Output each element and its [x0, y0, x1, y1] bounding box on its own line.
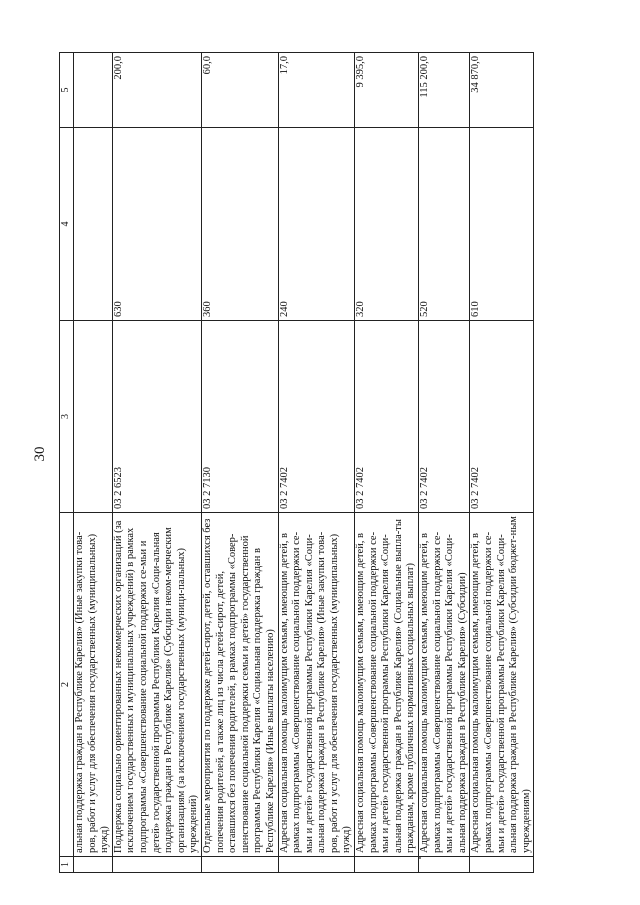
table-row [74, 53, 113, 873]
row-sum [74, 53, 113, 128]
row-number-cell [112, 857, 201, 873]
row-expense-type: 320 [355, 128, 419, 321]
row-name: Поддержка социально ориентированных некоммерческих организаций (за исключением государственных и муниципальных учреждений) в рамках подпрограммы «Совершенствование социальной поддержки се-мьи и детей» государственной программы Республики Карелия «Соци-альная поддержка граждан в Республике Карелия» (Субсидии неком-мерческим организациям (за исключением государственных (муници-пальных) учреждений) [112, 513, 201, 857]
row-expense-type: 630 [112, 128, 201, 321]
row-number-cell [278, 857, 355, 873]
row-expense-type [74, 128, 113, 321]
row-code: 03 2 7130 [201, 321, 278, 513]
row-name: Адресная социальная помощь малоимущим семьям, имеющим детей, в рамках подпрограммы «Совершенствование социальной поддержки се-мьи и детей» государственной программы Республики Карелия «Соци-альная поддержка граждан в Республике Карелия» (Социальные выпла-ты гражданам, кроме публичных нормативных социальных выплат) [355, 513, 419, 857]
column-header: 4 [60, 128, 74, 321]
row-number-cell [201, 857, 278, 873]
table-row [419, 53, 470, 873]
table-row [355, 53, 419, 873]
row-sum: 17,0 [278, 53, 355, 128]
column-header: 3 [60, 321, 74, 513]
row-sum: 200,0 [112, 53, 201, 128]
row-code: 03 2 7402 [278, 321, 355, 513]
row-name: Адресная социальная помощь малоимущим семьям, имеющим детей, в рамках подпрограммы «Совершенствование социальной поддержки се-мьи и детей» государственной программы Республики Карелия «Соци-альная поддержка граждан в Республике Карелия» (Иные закупки това-ров, работ и услуг для обеспечения государственных (муниципальных) нужд) [278, 513, 355, 857]
table-row [470, 53, 534, 873]
table-row [278, 53, 355, 873]
page-number: 30 [32, 446, 48, 462]
table-row [201, 53, 278, 873]
row-sum: 34 870,0 [470, 53, 534, 128]
row-number-cell [419, 857, 470, 873]
row-sum: 60,0 [201, 53, 278, 128]
row-code: 03 2 6523 [112, 321, 201, 513]
row-name: Адресная социальная помощь малоимущим семьям, имеющим детей, в рамках подпрограммы «Совершенствование социальной поддержки се-мьи и детей» государственной программы Республики Карелия «Соци-альная поддержка граждан в Республике Карелия» (Субсидии бюджет-ным учреждениям) [470, 513, 534, 857]
table-row [112, 53, 201, 873]
budget-table [59, 52, 534, 873]
column-header: 2 [60, 513, 74, 857]
row-expense-type: 610 [470, 128, 534, 321]
row-name: Адресная социальная помощь малоимущим семьям, имеющим детей, в рамках подпрограммы «Совершенствование социальной поддержки се-мьи и детей» государственной программы Республики Карелия «Соци-альная поддержка граждан в Республике Карелия» (Субсидии) [419, 513, 470, 857]
row-code: 03 2 7402 [355, 321, 419, 513]
column-header: 1 [60, 857, 74, 873]
column-header: 5 [60, 53, 74, 128]
row-sum: 9 395,0 [355, 53, 419, 128]
row-code: 03 2 7402 [470, 321, 534, 513]
row-name: Отдельные мероприятия по поддержке детей-сирот, детей, оставшихся без попечения родителей, а также лиц из числа детей-сирот, детей, оставшихся без попечения родителей, в рамках подпрограммы «Совер-шенствование социальной поддержки семьи и детей» государственной программы Республики Карелия «Социальная поддержка граждан в Республике Карелия» (Иные выплаты населению) [201, 513, 278, 857]
row-code: 03 2 7402 [419, 321, 470, 513]
row-name: альная поддержка граждан в Республике Карелия» (Иные закупки това-ров, работ и услуг для обеспечения государственных (муниципальных) нужд) [74, 513, 113, 857]
row-number-cell [470, 857, 534, 873]
scan-speck [419, 857, 421, 859]
row-sum: 115 200,0 [419, 53, 470, 128]
table-header-row [60, 53, 74, 873]
row-number-cell [74, 857, 113, 873]
rotated-table-container [59, 53, 594, 873]
row-code [74, 321, 113, 513]
row-expense-type: 520 [419, 128, 470, 321]
row-expense-type: 240 [278, 128, 355, 321]
row-expense-type: 360 [201, 128, 278, 321]
row-number-cell [355, 857, 419, 873]
